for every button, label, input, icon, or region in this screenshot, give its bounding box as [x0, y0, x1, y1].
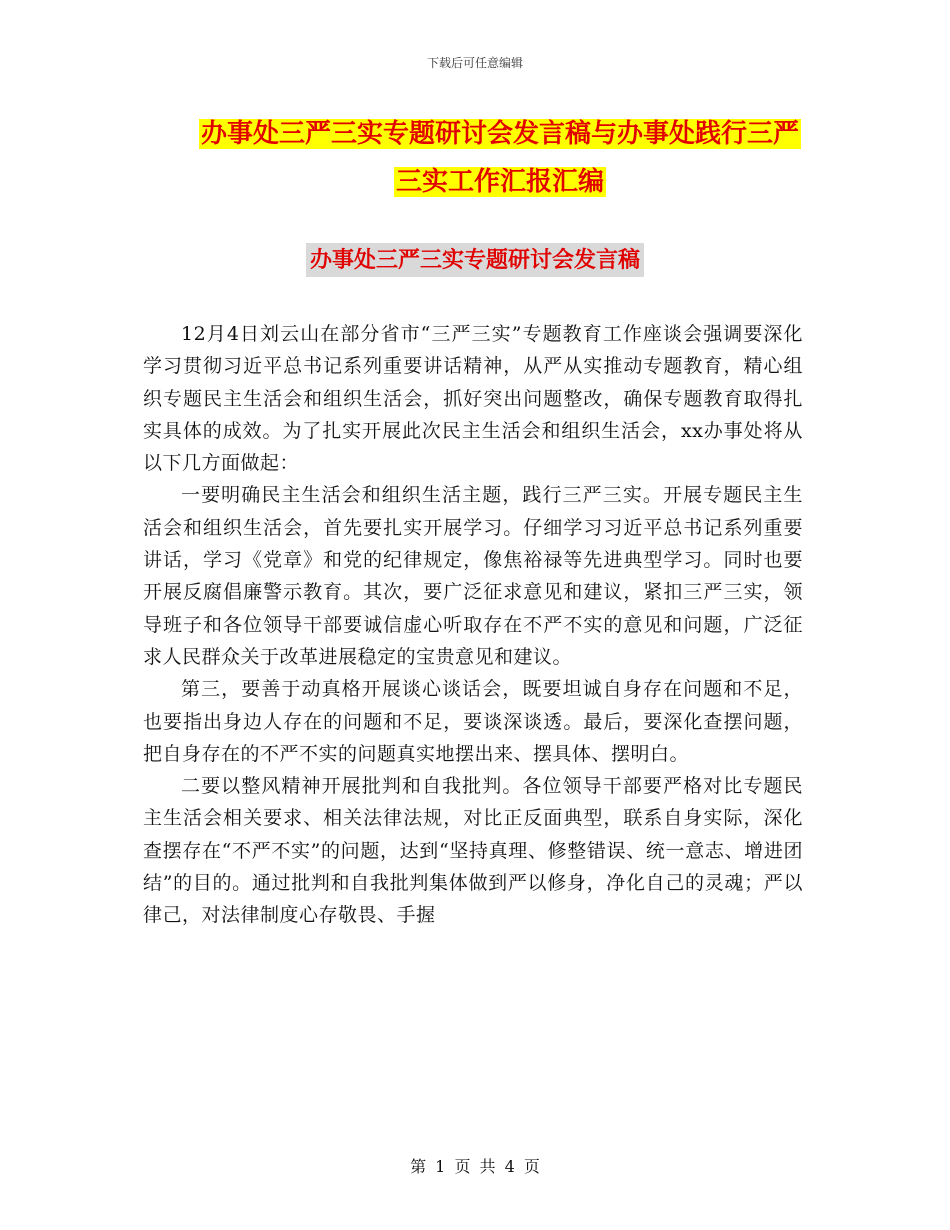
paragraph: 12月4日刘云山在部分省市“三严三实”专题教育工作座谈会强调要深化学习贯彻习近平总书记系列重要讲话精神，从严从实推动专题教育，精心组织专题民主生活会和组织生活会，抓好突出问题整改，确保专题教育取得扎实具体的成效。为了扎实开展此次民主生活会和组织生活会，xx办事处将从以下几方面做起：: [143, 323, 803, 475]
title-line-1: 办事处三严三实专题研讨会发言稿与办事处践行三严: [200, 119, 799, 149]
document-title: [120, 110, 880, 206]
document-body: [143, 318, 803, 932]
section-title: [0, 240, 950, 280]
paragraph: 一要明确民主生活会和组织生活主题，践行三严三实。开展专题民主生活会和组织生活会，首先要扎实开展学习。仔细学习习近平总书记系列重要讲话，学习《党章》和党的纪律规定，像焦裕禄等先进典型学习。同时也要开展反腐倡廉警示教育。其次，要广泛征求意见和建议，紧扣三严三实，领导班子和各位领导干部要诚信虚心听取存在不严不实的意见和问题，广泛征求人民群众关于改革进展稳定的宝贵意见和建议。: [143, 484, 803, 668]
page-footer: 第 1 页 共 4 页: [410, 1157, 540, 1176]
title-line-2: 三实工作汇报汇编: [395, 167, 604, 197]
header-note: 下载后可任意编辑: [426, 56, 523, 70]
section-title-text: 办事处三严三实专题研讨会发言稿: [306, 243, 644, 277]
paragraph: 第三，要善于动真格开展谈心谈话会，既要坦诚自身存在问题和不足，也要指出身边人存在的问题和不足，要谈深谈透。最后，要深化查摆问题，把自身存在的不严不实的问题真实地摆出来、摆具体、摆明白。: [143, 678, 803, 765]
paragraph: 二要以整风精神开展批判和自我批判。各位领导干部要严格对比专题民主生活会相关要求、相关法律法规，对比正反面典型，联系自身实际，深化查摆存在“不严不实”的问题，达到“坚持真理、修整错误、统一意志、增进团结”的目的。通过批判和自我批判集体做到严以修身，净化自己的灵魂；严以律己，对法律制度心存敬畏、手握: [143, 775, 803, 927]
